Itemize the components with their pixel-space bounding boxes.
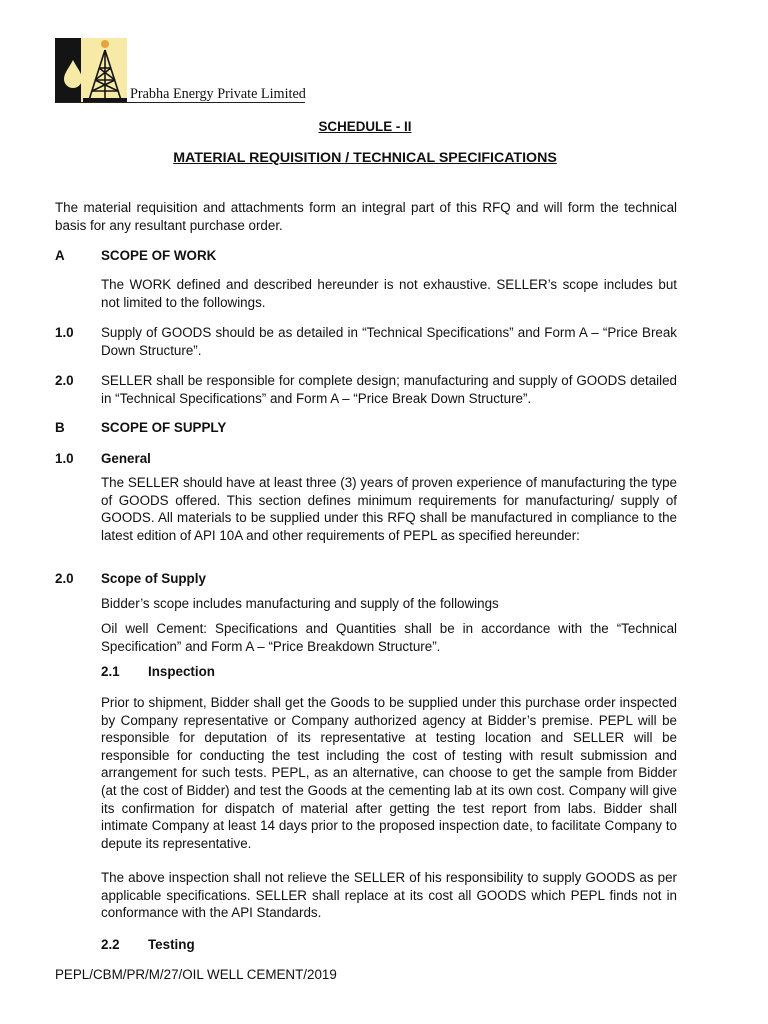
section-a-body: The WORK defined and described hereunder is not exhaustive. SELLER’s scope includes but not limited to the followings.	[101, 277, 677, 310]
item-number: 2.0	[55, 571, 74, 586]
schedule-title: SCHEDULE - II	[318, 119, 412, 134]
item-text: SELLER shall be responsible for complete design; manufacturing and supply of GOODS detailed in “Technical Specifications” and Form A – “Price Break Down Structure”.	[101, 373, 677, 406]
scope-body-paragraph: Oil well Cement: Specifications and Quantities shall be in accordance with the “Technical Specification” and Form A – “Price Breakdown Structure”.	[101, 621, 677, 654]
inspection-note: The above inspection shall not relieve the SELLER of his responsibility to supply GOODS as per applicable specifications. SELLER shall replace at its cost all GOODS which PEPL finds not in conformance with the API Standards.	[101, 870, 677, 921]
subsection-heading: Scope of Supply	[101, 571, 206, 586]
subsection-heading: General	[101, 451, 151, 466]
subsection-label: Testing	[148, 937, 195, 952]
oil-rig-with-drop-logo-icon	[55, 38, 127, 102]
company-logo	[55, 38, 305, 104]
section-letter: A	[55, 248, 65, 263]
scope-body-line: Bidder’s scope includes manufacturing and supply of the followings	[101, 596, 499, 611]
section-heading: SCOPE OF WORK	[101, 248, 217, 263]
item-number: 1.0	[55, 325, 74, 340]
item-number: 2.0	[55, 373, 74, 388]
item-number: 1.0	[55, 451, 74, 466]
section-letter: B	[55, 420, 65, 435]
item-text: Supply of GOODS should be as detailed in “Technical Specifications” and Form A – “Price Break Down Structure”.	[101, 325, 677, 358]
intro-paragraph: The material requisition and attachments form an integral part of this RFQ and will form the technical basis for any resultant purchase order.	[55, 200, 677, 233]
inspection-body: Prior to shipment, Bidder shall get the Goods to be supplied under this purchase order inspected by Company representative or Company authorized agency at Bidder’s premise. PEPL will be responsible for deputation of its representative at testing location and SELLER will be responsible for conducting the test including the cost of testing with result submission and arrangement for such tests. PEPL, as an alternative, can choose to get the sample from Bidder (at the cost of Bidder) and test the Goods at the cementing lab at its own cost. Company will give its confirmation for dispatch of material after getting the test report from labs. Bidder shall intimate Company at least 14 days prior to the proposed inspection date, to facilitate Company to depute its representative.	[101, 695, 677, 851]
company-name: Prabha Energy Private Limited	[130, 86, 306, 102]
section-heading: SCOPE OF SUPPLY	[101, 420, 227, 435]
subsection-label: Inspection	[148, 664, 215, 679]
subsection-number: 2.1	[101, 664, 120, 679]
subsection-number: 2.2	[101, 937, 120, 952]
document-title: MATERIAL REQUISITION / TECHNICAL SPECIFICATIONS	[173, 150, 557, 166]
document-reference-footer: PEPL/CBM/PR/M/27/OIL WELL CEMENT/2019	[55, 967, 337, 982]
general-body: The SELLER should have at least three (3) years of proven experience of manufacturing the type of GOODS offered. This section defines minimum requirements for manufacturing/ supply of GOODS. All materials to be supplied under this RFQ shall be manufactured in compliance to the latest edition of API 10A and other requirements of PEPL as specified hereunder:	[101, 475, 677, 543]
header-divider	[55, 102, 305, 103]
